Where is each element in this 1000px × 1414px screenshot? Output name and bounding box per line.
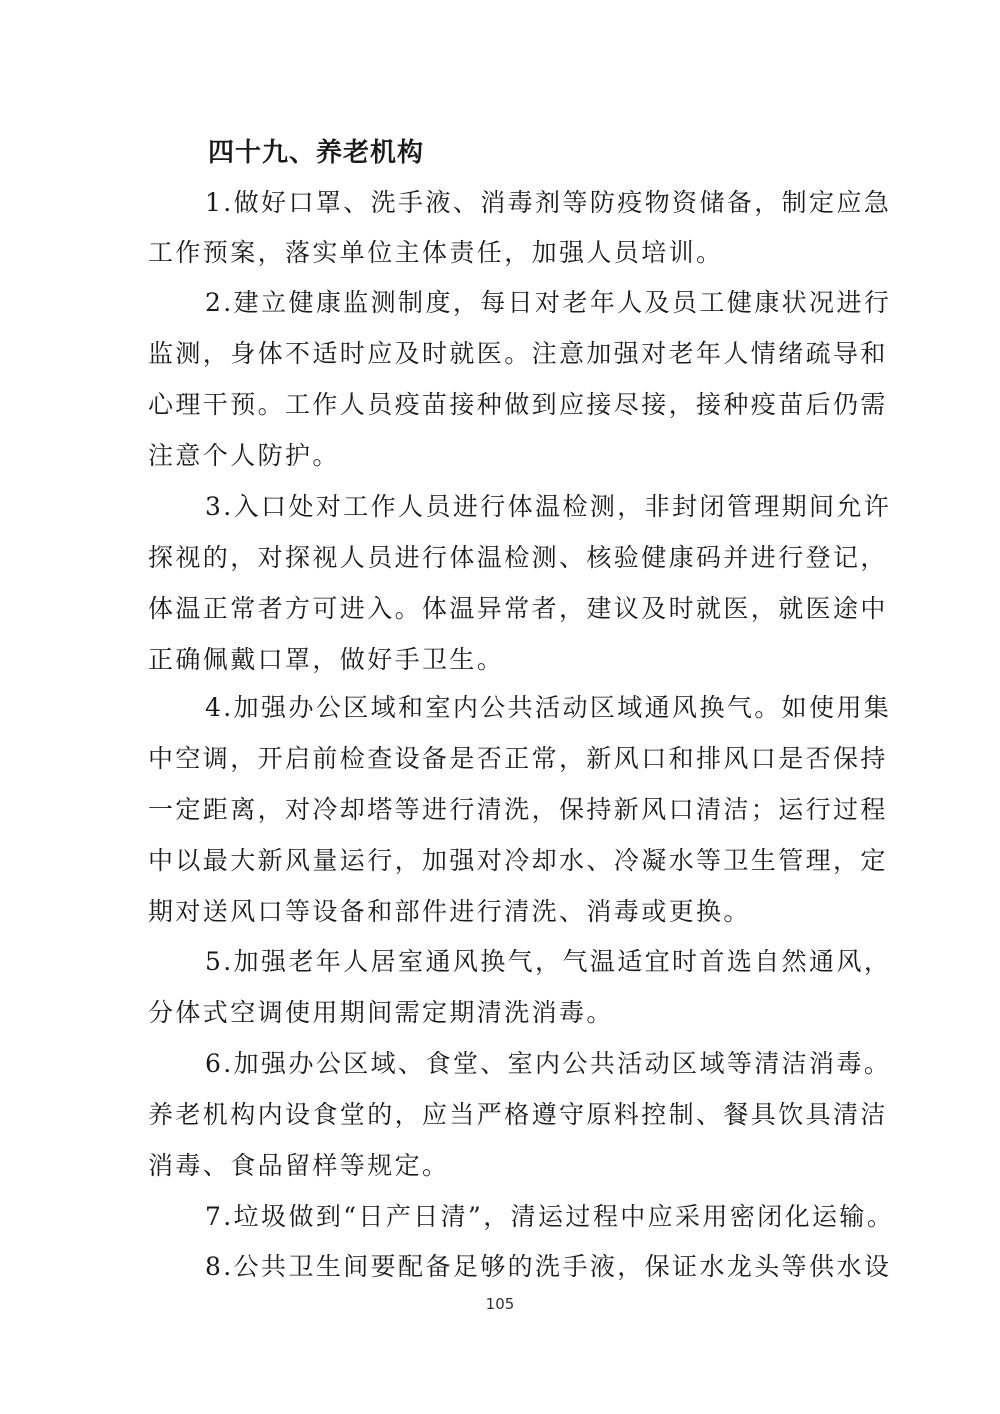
text-line: 1.做好口罩、洗手液、消毒剂等防疫物资储备，制定应急 — [205, 188, 892, 217]
text-line: 注意个人防护。 — [148, 441, 340, 470]
text-line: 期对送风口等设备和部件进行清洗、消毒或更换。 — [148, 897, 751, 926]
text-line: 一定距离，对冷却塔等进行清洗，保持新风口清洁；运行过程 — [148, 795, 888, 824]
text-line: 7.垃圾做到“日产日清”，清运过程中应采用密闭化运输。 — [205, 1202, 895, 1231]
text-line: 6.加强办公区域、食堂、室内公共活动区域等清洁消毒。 — [205, 1049, 892, 1078]
text-line: 分体式空调使用期间需定期清洗消毒。 — [148, 998, 614, 1027]
section-heading: 四十九、养老机构 — [208, 138, 425, 168]
text-line: 2.建立健康监测制度，每日对老年人及员工健康状况进行 — [205, 288, 892, 317]
text-line: 8.公共卫生间要配备足够的洗手液，保证水龙头等供水设 — [205, 1252, 892, 1281]
text-line: 消毒、食品留样等规定。 — [148, 1151, 450, 1180]
text-line: 养老机构内设食堂的，应当严格遵守原料控制、餐具饮具清洁 — [148, 1100, 888, 1129]
text-line: 中空调，开启前检查设备是否正常，新风口和排风口是否保持 — [148, 744, 888, 773]
text-line: 工作预案，落实单位主体责任，加强人员培训。 — [148, 238, 724, 267]
text-line: 正确佩戴口罩，做好手卫生。 — [148, 645, 505, 674]
text-line: 3.入口处对工作人员进行体温检测，非封闭管理期间允许 — [205, 492, 892, 521]
text-line: 心理干预。工作人员疫苗接种做到应接尽接，接种疫苗后仍需 — [148, 390, 888, 419]
text-line: 中以最大新风量运行，加强对冷却水、冷凝水等卫生管理，定 — [148, 846, 888, 875]
text-line: 探视的，对探视人员进行体温检测、核验健康码并进行登记， — [148, 543, 888, 572]
text-line: 体温正常者方可进入。体温异常者，建议及时就医，就医途中 — [148, 594, 888, 623]
text-line: 监测，身体不适时应及时就医。注意加强对老年人情绪疏导和 — [148, 339, 888, 368]
text-line: 4.加强办公区域和室内公共活动区域通风换气。如使用集 — [205, 693, 892, 722]
text-line: 5.加强老年人居室通风换气，气温适宜时首选自然通风， — [205, 947, 892, 976]
page-number: 105 — [485, 1295, 515, 1313]
